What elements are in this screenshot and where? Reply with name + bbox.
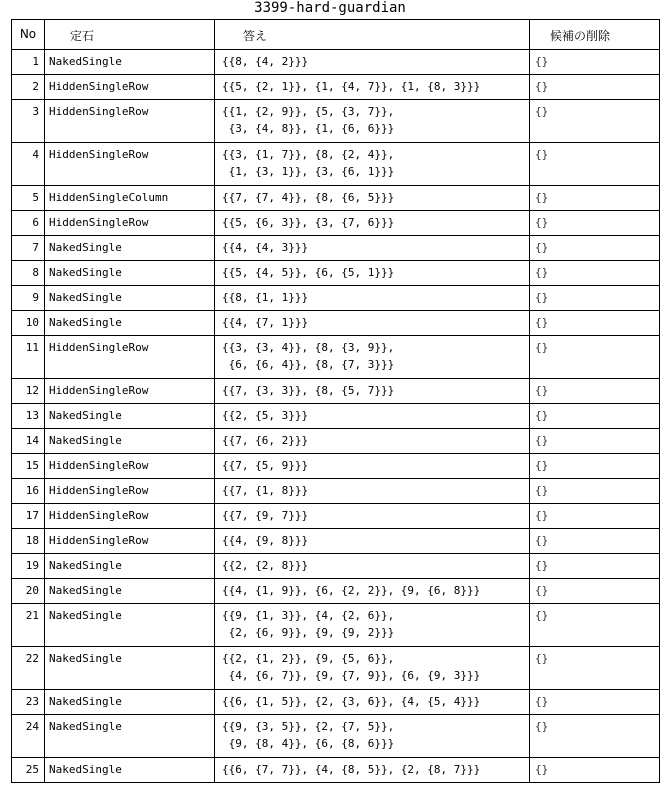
removal-cell: {} bbox=[530, 336, 660, 379]
row-number: 14 bbox=[12, 429, 45, 454]
table-row bbox=[12, 50, 660, 75]
row-number: 21 bbox=[12, 604, 45, 647]
table-row bbox=[12, 647, 660, 690]
header-answer: 答え bbox=[215, 20, 530, 50]
removal-cell: {} bbox=[530, 647, 660, 690]
technique-cell: HiddenSingleRow bbox=[45, 379, 215, 404]
answer-cell: {{7, {6, 2}}} bbox=[215, 429, 530, 454]
table-row bbox=[12, 690, 660, 715]
answer-cell: {{4, {1, 9}}, {6, {2, 2}}, {9, {6, 8}}} bbox=[215, 579, 530, 604]
removal-cell: {} bbox=[530, 504, 660, 529]
removal-cell: {} bbox=[530, 454, 660, 479]
technique-cell: HiddenSingleRow bbox=[45, 454, 215, 479]
table-row bbox=[12, 143, 660, 186]
row-number: 1 bbox=[12, 50, 45, 75]
removal-cell: {} bbox=[530, 554, 660, 579]
technique-cell: HiddenSingleRow bbox=[45, 479, 215, 504]
answer-cell: {{9, {1, 3}}, {4, {2, 6}}, {2, {6, 9}}, {9, {9, 2}}} bbox=[215, 604, 530, 647]
technique-cell: HiddenSingleColumn bbox=[45, 186, 215, 211]
removal-cell: {} bbox=[530, 143, 660, 186]
row-number: 3 bbox=[12, 100, 45, 143]
table-row bbox=[12, 429, 660, 454]
row-number: 15 bbox=[12, 454, 45, 479]
row-number: 6 bbox=[12, 211, 45, 236]
answer-cell: {{3, {1, 7}}, {8, {2, 4}}, {1, {3, 1}}, {3, {6, 1}}} bbox=[215, 143, 530, 186]
table-row bbox=[12, 100, 660, 143]
technique-cell: NakedSingle bbox=[45, 579, 215, 604]
table-row bbox=[12, 604, 660, 647]
row-number: 16 bbox=[12, 479, 45, 504]
table-row bbox=[12, 404, 660, 429]
row-number: 8 bbox=[12, 261, 45, 286]
row-number: 9 bbox=[12, 286, 45, 311]
technique-cell: NakedSingle bbox=[45, 647, 215, 690]
row-number: 23 bbox=[12, 690, 45, 715]
answer-cell: {{4, {7, 1}}} bbox=[215, 311, 530, 336]
removal-cell: {} bbox=[530, 715, 660, 758]
answer-cell: {{7, {7, 4}}, {8, {6, 5}}} bbox=[215, 186, 530, 211]
technique-cell: NakedSingle bbox=[45, 404, 215, 429]
technique-cell: NakedSingle bbox=[45, 604, 215, 647]
technique-cell: NakedSingle bbox=[45, 311, 215, 336]
technique-cell: NakedSingle bbox=[45, 236, 215, 261]
removal-cell: {} bbox=[530, 286, 660, 311]
row-number: 11 bbox=[12, 336, 45, 379]
answer-cell: {{7, {3, 3}}, {8, {5, 7}}} bbox=[215, 379, 530, 404]
row-number: 12 bbox=[12, 379, 45, 404]
table-row bbox=[12, 336, 660, 379]
technique-cell: HiddenSingleRow bbox=[45, 504, 215, 529]
removal-cell: {} bbox=[530, 100, 660, 143]
removal-cell: {} bbox=[530, 311, 660, 336]
technique-cell: NakedSingle bbox=[45, 50, 215, 75]
row-number: 19 bbox=[12, 554, 45, 579]
row-number: 25 bbox=[12, 758, 45, 783]
header-no: No bbox=[12, 20, 45, 50]
answer-cell: {{4, {4, 3}}} bbox=[215, 236, 530, 261]
technique-cell: HiddenSingleRow bbox=[45, 75, 215, 100]
answer-cell: {{2, {1, 2}}, {9, {5, 6}}, {4, {6, 7}}, {9, {7, 9}}, {6, {9, 3}}} bbox=[215, 647, 530, 690]
answer-cell: {{6, {1, 5}}, {2, {3, 6}}, {4, {5, 4}}} bbox=[215, 690, 530, 715]
row-number: 13 bbox=[12, 404, 45, 429]
technique-cell: NakedSingle bbox=[45, 429, 215, 454]
row-number: 24 bbox=[12, 715, 45, 758]
removal-cell: {} bbox=[530, 604, 660, 647]
technique-cell: NakedSingle bbox=[45, 758, 215, 783]
answer-cell: {{8, {1, 1}}} bbox=[215, 286, 530, 311]
row-number: 10 bbox=[12, 311, 45, 336]
removal-cell: {} bbox=[530, 211, 660, 236]
removal-cell: {} bbox=[530, 50, 660, 75]
answer-cell: {{2, {5, 3}}} bbox=[215, 404, 530, 429]
removal-cell: {} bbox=[530, 579, 660, 604]
answer-cell: {{1, {2, 9}}, {5, {3, 7}}, {3, {4, 8}}, {1, {6, 6}}} bbox=[215, 100, 530, 143]
removal-cell: {} bbox=[530, 404, 660, 429]
technique-cell: NakedSingle bbox=[45, 715, 215, 758]
row-number: 7 bbox=[12, 236, 45, 261]
technique-cell: NakedSingle bbox=[45, 554, 215, 579]
row-number: 18 bbox=[12, 529, 45, 554]
answer-cell: {{8, {4, 2}}} bbox=[215, 50, 530, 75]
answer-cell: {{4, {9, 8}}} bbox=[215, 529, 530, 554]
header-removal: 候補の削除 bbox=[530, 20, 660, 50]
removal-cell: {} bbox=[530, 236, 660, 261]
table-row bbox=[12, 311, 660, 336]
table-row bbox=[12, 236, 660, 261]
table-row bbox=[12, 554, 660, 579]
removal-cell: {} bbox=[530, 75, 660, 100]
removal-cell: {} bbox=[530, 186, 660, 211]
table-row bbox=[12, 211, 660, 236]
table-row bbox=[12, 286, 660, 311]
answer-cell: {{2, {2, 8}}} bbox=[215, 554, 530, 579]
answer-cell: {{7, {1, 8}}} bbox=[215, 479, 530, 504]
table-row bbox=[12, 715, 660, 758]
answer-cell: {{5, {6, 3}}, {3, {7, 6}}} bbox=[215, 211, 530, 236]
row-number: 22 bbox=[12, 647, 45, 690]
table-row bbox=[12, 454, 660, 479]
table-row bbox=[12, 479, 660, 504]
row-number: 4 bbox=[12, 143, 45, 186]
technique-cell: HiddenSingleRow bbox=[45, 143, 215, 186]
removal-cell: {} bbox=[530, 690, 660, 715]
removal-cell: {} bbox=[530, 529, 660, 554]
removal-cell: {} bbox=[530, 479, 660, 504]
table-row bbox=[12, 379, 660, 404]
answer-cell: {{7, {5, 9}}} bbox=[215, 454, 530, 479]
answer-cell: {{7, {9, 7}}} bbox=[215, 504, 530, 529]
row-number: 20 bbox=[12, 579, 45, 604]
table-row bbox=[12, 261, 660, 286]
table-row bbox=[12, 529, 660, 554]
technique-cell: NakedSingle bbox=[45, 261, 215, 286]
answer-cell: {{9, {3, 5}}, {2, {7, 5}}, {9, {8, 4}}, {6, {8, 6}}} bbox=[215, 715, 530, 758]
removal-cell: {} bbox=[530, 379, 660, 404]
technique-cell: HiddenSingleRow bbox=[45, 336, 215, 379]
technique-cell: NakedSingle bbox=[45, 690, 215, 715]
table-row bbox=[12, 504, 660, 529]
page-title: 3399-hard-guardian bbox=[254, 0, 406, 16]
technique-cell: HiddenSingleRow bbox=[45, 100, 215, 143]
removal-cell: {} bbox=[530, 429, 660, 454]
technique-cell: NakedSingle bbox=[45, 286, 215, 311]
row-number: 2 bbox=[12, 75, 45, 100]
header-technique: 定石 bbox=[45, 20, 215, 50]
technique-cell: HiddenSingleRow bbox=[45, 211, 215, 236]
answer-cell: {{3, {3, 4}}, {8, {3, 9}}, {6, {6, 4}}, {8, {7, 3}}} bbox=[215, 336, 530, 379]
solution-table bbox=[11, 19, 660, 783]
header-row bbox=[12, 20, 660, 50]
table-row bbox=[12, 579, 660, 604]
removal-cell: {} bbox=[530, 758, 660, 783]
answer-cell: {{6, {7, 7}}, {4, {8, 5}}, {2, {8, 7}}} bbox=[215, 758, 530, 783]
removal-cell: {} bbox=[530, 261, 660, 286]
row-number: 17 bbox=[12, 504, 45, 529]
table-row bbox=[12, 75, 660, 100]
table-row bbox=[12, 186, 660, 211]
technique-cell: HiddenSingleRow bbox=[45, 529, 215, 554]
table-row bbox=[12, 758, 660, 783]
answer-cell: {{5, {2, 1}}, {1, {4, 7}}, {1, {8, 3}}} bbox=[215, 75, 530, 100]
answer-cell: {{5, {4, 5}}, {6, {5, 1}}} bbox=[215, 261, 530, 286]
row-number: 5 bbox=[12, 186, 45, 211]
